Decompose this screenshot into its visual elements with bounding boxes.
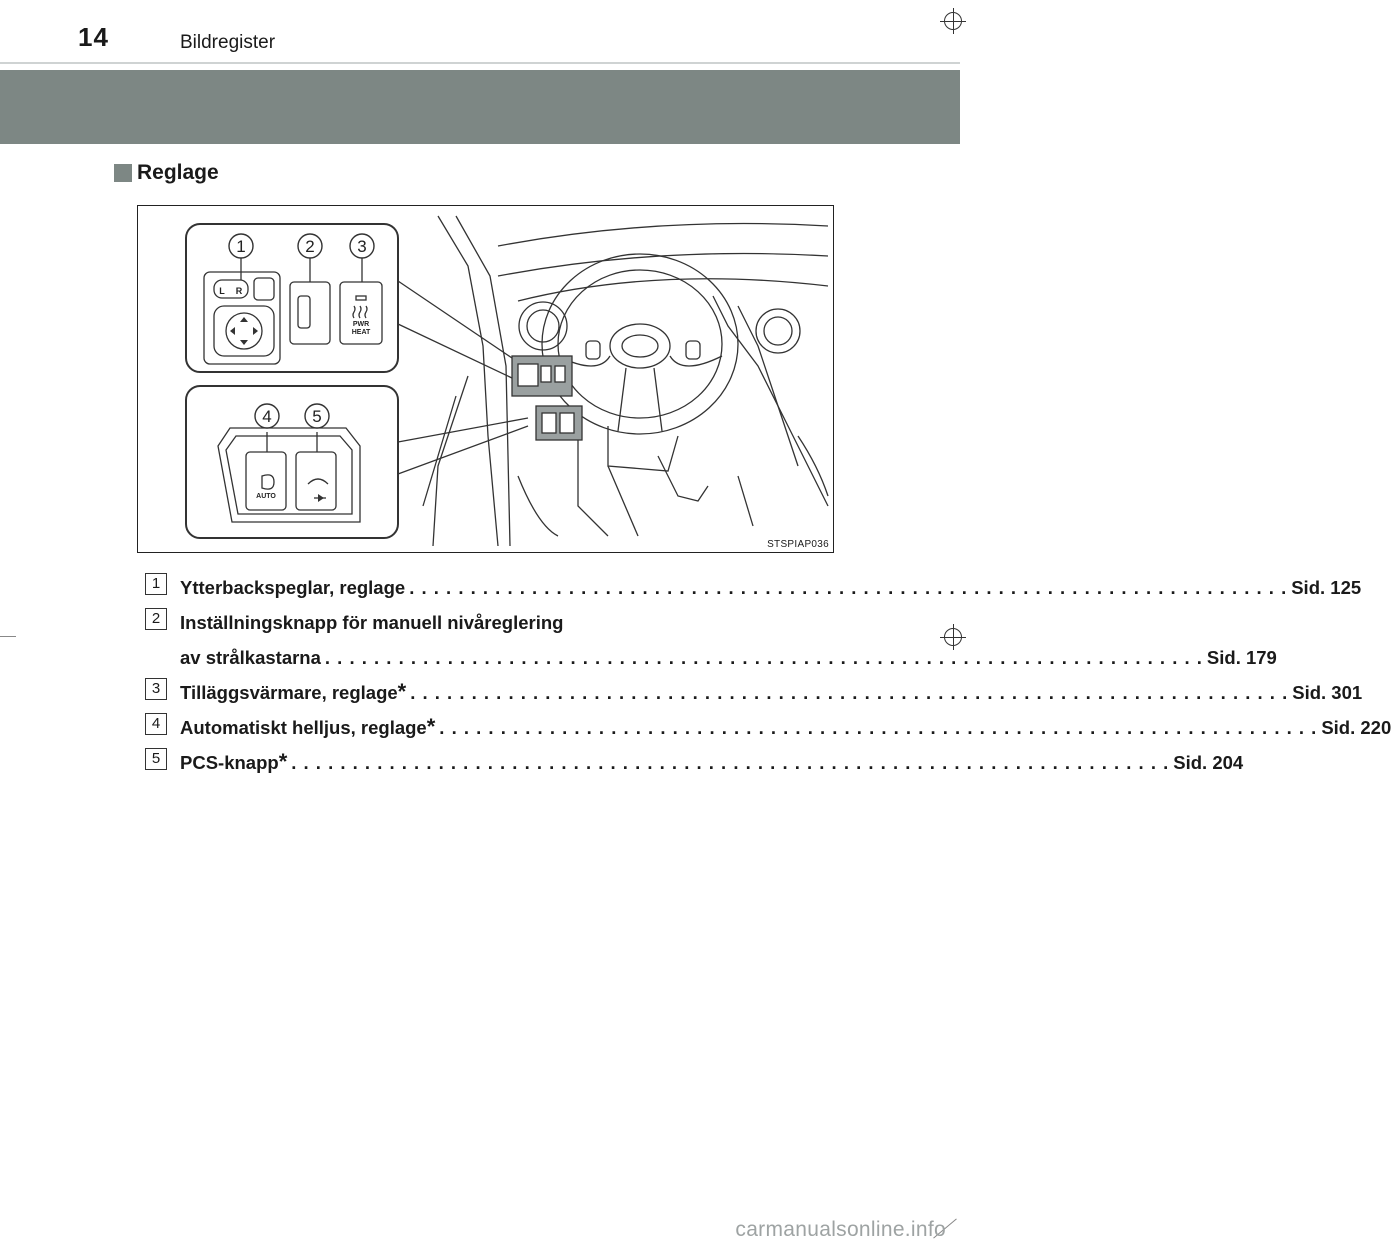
crop-tick-left [0, 636, 16, 637]
page-header [0, 0, 960, 62]
auto-label: AUTO [256, 493, 276, 500]
header-rule [0, 62, 960, 64]
item-text: Ytterbackspeglar, reglage [180, 577, 406, 598]
mirror-label-right: R [235, 286, 243, 296]
item-text: Tilläggsvärmare, reglage [180, 682, 398, 703]
item-text: PCS-knapp [180, 752, 279, 773]
page-number: 14 [78, 22, 109, 52]
page-reference[interactable]: Sid. 301 [1292, 682, 1363, 703]
list-item: 5 PCS-knapp * . . . Sid. 204 [145, 745, 805, 780]
dashboard-drawing [423, 216, 828, 546]
watermark[interactable]: carmanualsonline.info [735, 1218, 946, 1241]
dot-leader [291, 745, 1169, 780]
heater-label-heat: HEAT [351, 329, 371, 336]
item-text: Automatiskt helljus, reglage [180, 717, 427, 738]
registration-mark-top-right [940, 8, 966, 34]
section-title: Reglage [137, 161, 219, 184]
list-item [145, 570, 1362, 605]
heater-label-pwr: PWR [352, 321, 370, 328]
callout-1: 1 [236, 237, 246, 256]
callout-box-lower [186, 386, 528, 538]
list-item [145, 605, 1277, 675]
callout-5: 5 [312, 407, 322, 426]
item-number: 4 [145, 713, 167, 735]
dot-leader [410, 675, 1288, 710]
item-text: av strålkastarna [180, 647, 321, 668]
section-heading [114, 161, 219, 185]
item-number: 5 [145, 748, 167, 770]
page-reference[interactable]: Sid. 220 [1321, 717, 1391, 738]
item-text-line1: Inställningsknapp för manuell nivåreglering [180, 612, 564, 633]
callout-2: 2 [305, 237, 315, 256]
item-number: 3 [145, 678, 167, 700]
page-reference[interactable]: Sid. 125 [1291, 577, 1362, 598]
callout-4: 4 [262, 407, 272, 426]
dot-leader [325, 640, 1203, 675]
running-head: Bildregister [180, 32, 276, 53]
section-square-icon [114, 164, 132, 182]
item-number: 1 [145, 573, 167, 595]
dot-leader [439, 710, 1317, 745]
page-reference[interactable]: Sid. 179 [1206, 647, 1277, 668]
figure-code: STSPIAP036 [767, 539, 829, 550]
list-item: 4 Automatiskt helljus, reglage * . . . Sid. 220 [145, 710, 805, 745]
mirror-label-left: L [219, 286, 225, 296]
controls-figure [137, 205, 834, 553]
callout-3: 3 [357, 237, 367, 256]
dot-leader [409, 570, 1287, 605]
header-band [0, 70, 960, 144]
item-list [145, 570, 1391, 780]
list-item: 3 Tilläggsvärmare, reglage * . . . Sid. 301 [145, 675, 805, 710]
dashboard-illustration [138, 206, 835, 554]
item-number: 2 [145, 608, 167, 630]
page-reference[interactable]: Sid. 204 [1173, 752, 1244, 773]
